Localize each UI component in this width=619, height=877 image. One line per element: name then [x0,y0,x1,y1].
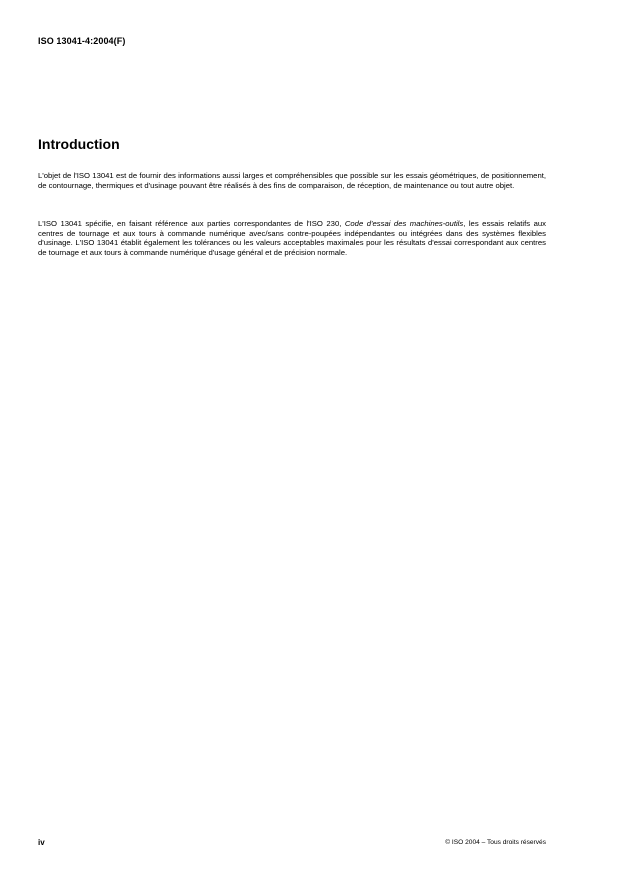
paragraph-text-start: L'ISO 13041 spécifie, en faisant référence aux parties correspondantes de l'ISO 230, [38,219,345,228]
copyright-notice: © ISO 2004 – Tous droits réservés [445,839,546,846]
paragraph-specification [38,219,546,257]
document-id-header: ISO 13041-4:2004(F) [38,36,126,46]
page-number: iv [38,838,45,847]
paragraph-scope: L'objet de l'ISO 13041 est de fournir des informations aussi larges et compréhensibles que possible sur les essais géométriques, de positionnement, de contournage, thermiques et d'usinage pouvant être réalisés à des fins de comparaison, de réception, de maintenance ou tout autre objet. [38,171,546,190]
paragraph-text-end: , les essais relatifs aux centres de tournage et aux tours à commande numérique avec/sans contre-poupées indépendantes ou intégrées dans des systèmes flexibles d'usinage. L'ISO 13041 établit également les tolérances ou les valeurs acceptables maximales pour les résultats d'essai correspondant aux centres de tournage et aux tours à commande numérique d'usage général et de précision normale. [38,219,546,257]
section-title: Introduction [38,136,120,152]
referenced-standard-title: Code d'essai des machines-outils [344,219,464,228]
